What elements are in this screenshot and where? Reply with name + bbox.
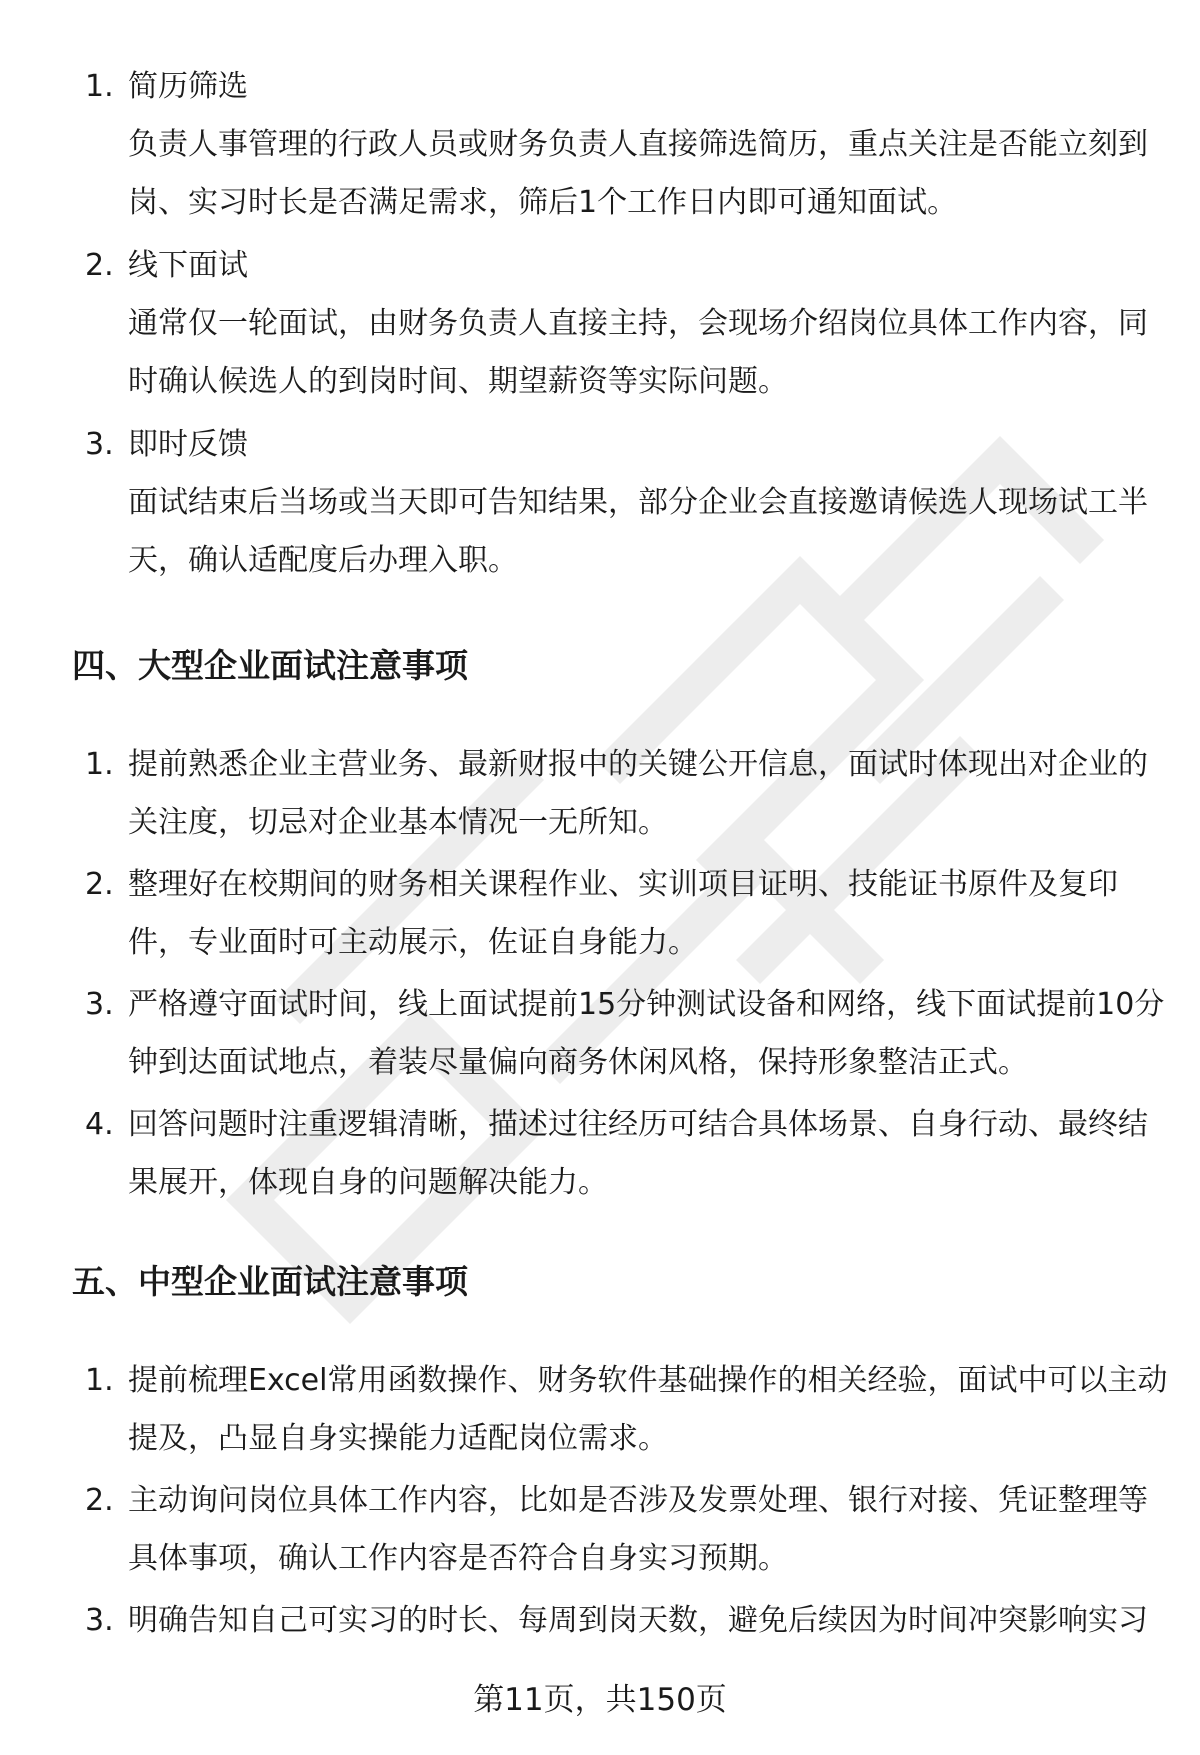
- list-item-text: 提前熟悉企业主营业务、最新财报中的关键公开信息，面试时体现出对企业的: [128, 747, 1148, 782]
- page-number: 第11页，共150页: [473, 1682, 727, 1718]
- list-item-title: 简历筛选: [128, 69, 248, 104]
- list-item-text: 提及，凸显自身实操能力适配岗位需求。: [128, 1421, 668, 1456]
- list-item-text: 面试结束后当场或当天即可告知结果，部分企业会直接邀请候选人现场试工半: [128, 485, 1148, 520]
- list-item-text: 具体事项，确认工作内容是否符合自身实习预期。: [128, 1541, 788, 1576]
- list-item-text: 天，确认适配度后办理入职。: [128, 543, 518, 578]
- list-item-text: 提前梳理Excel常用函数操作、财务软件基础操作的相关经验，面试中可以主动: [128, 1363, 1168, 1398]
- list-item-text: 回答问题时注重逻辑清晰，描述过往经历可结合具体场景、自身行动、最终结: [128, 1107, 1148, 1142]
- list-number: 3.: [85, 427, 114, 462]
- list-number: 4.: [85, 1107, 114, 1142]
- list-number: 3.: [85, 987, 114, 1022]
- list-item-title: 线下面试: [128, 248, 248, 283]
- list-item-text: 整理好在校期间的财务相关课程作业、实训项目证明、技能证书原件及复印: [128, 867, 1118, 902]
- list-item-text: 明确告知自己可实习的时长、每周到岗天数，避免后续因为时间冲突影响实习: [128, 1603, 1148, 1638]
- list-item-text: 件，专业面时可主动展示，佐证自身能力。: [128, 925, 698, 960]
- list-number: 2.: [85, 1483, 114, 1518]
- list-number: 1.: [85, 1363, 114, 1398]
- list-number: 3.: [85, 1603, 114, 1638]
- list-number: 1.: [85, 747, 114, 782]
- section-heading: 五、中型企业面试注意事项: [72, 1262, 468, 1301]
- list-item-text: 严格遵守面试时间，线上面试提前15分钟测试设备和网络，线下面试提前10分: [128, 987, 1165, 1022]
- list-item-text: 通常仅一轮面试，由财务负责人直接主持，会现场介绍岗位具体工作内容，同: [128, 306, 1148, 341]
- list-item-text: 岗、实习时长是否满足需求，筛后1个工作日内即可通知面试。: [128, 185, 958, 220]
- list-item-text: 钟到达面试地点，着装尽量偏向商务休闲风格，保持形象整洁正式。: [128, 1045, 1028, 1080]
- list-item-text: 时确认候选人的到岗时间、期望薪资等实际问题。: [128, 364, 788, 399]
- list-item-text: 主动询问岗位具体工作内容，比如是否涉及发票处理、银行对接、凭证整理等: [128, 1483, 1148, 1518]
- list-item-text: 关注度，切忌对企业基本情况一无所知。: [128, 805, 668, 840]
- section-heading: 四、大型企业面试注意事项: [72, 646, 468, 685]
- list-item-text: 负责人事管理的行政人员或财务负责人直接筛选简历，重点关注是否能立刻到: [128, 127, 1148, 162]
- list-item-text: 果展开，体现自身的问题解决能力。: [128, 1165, 608, 1200]
- list-number: 2.: [85, 248, 114, 283]
- list-number: 2.: [85, 867, 114, 902]
- list-number: 1.: [85, 69, 114, 104]
- list-item-title: 即时反馈: [128, 427, 248, 462]
